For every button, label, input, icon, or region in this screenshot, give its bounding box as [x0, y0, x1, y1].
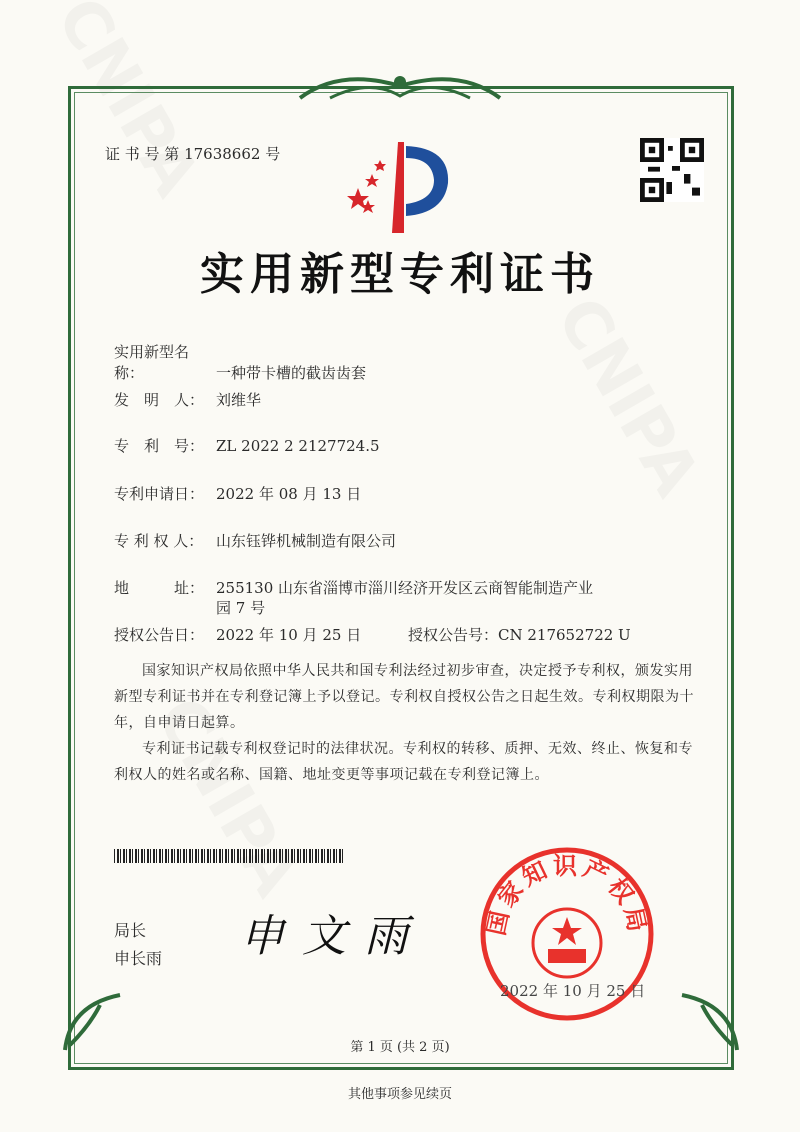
field-value: 2022 年 08 月 13 日	[216, 485, 362, 503]
field-label: 发 明 人：	[114, 391, 205, 409]
handwritten-signature: 申 文 雨	[240, 911, 410, 962]
field-label: 授权公告日：	[114, 626, 205, 644]
field-address-line2: 园 7 号	[216, 599, 266, 617]
qr-code	[640, 138, 704, 202]
field-label: 专 利 号：	[114, 437, 205, 455]
footer-note: 其他事项参见续页	[347, 1087, 452, 1102]
field-value: 2022 年 10 月 25 日	[216, 626, 362, 644]
field-inventor	[114, 389, 261, 410]
barcode	[114, 849, 344, 863]
field-label: 地 址：	[114, 579, 205, 597]
field-grant-date	[114, 624, 361, 645]
cnipa-logo	[340, 138, 460, 238]
field-value: CN 217652722 U	[498, 626, 631, 644]
field-patent-number	[114, 435, 380, 456]
top-ornament	[290, 68, 510, 108]
field-label: 专利申请日：	[114, 485, 205, 503]
seal-date: 2022 年 10 月 25 日	[500, 982, 646, 1000]
field-value: 刘维华	[216, 391, 262, 409]
field-utility-model-name	[114, 341, 366, 383]
signatory-role: 局长	[114, 921, 147, 940]
paragraph-grant: 国家知识产权局依照中华人民共和国专利法经过初步审查，决定授予专利权，颁发实用新型专利证书并在专利登记簿上予以登记。专利权自授权公告之日起生效。专利权期限为十年，自申请日起算。	[114, 663, 694, 731]
field-patentee	[114, 530, 396, 551]
svg-text:国家知识产权局: 国家知识产权局	[481, 851, 653, 938]
field-label: 实用新型名称：	[114, 343, 190, 382]
field-address	[114, 577, 593, 598]
paragraph-legal-status: 专利证书记载专利权登记时的法律状况。专利权的转移、质押、无效、终止、恢复和专利权人的姓名或名称、国籍、地址变更等事项记载在专利登记簿上。	[114, 741, 693, 783]
field-value: 一种带卡槽的截齿齿套	[216, 364, 367, 382]
field-label: 专 利 权 人：	[114, 532, 204, 550]
field-value: ZL 2022 2 2127724.5	[216, 437, 380, 455]
field-value: 255130 山东省淄博市淄川经济开发区云商智能制造产业	[216, 579, 594, 597]
field-value: 山东钰铧机械制造有限公司	[216, 532, 397, 550]
page-title: 实用新型专利证书	[200, 249, 600, 300]
field-application-date	[114, 483, 361, 504]
signatory-name: 申长雨	[114, 949, 163, 968]
field-label: 授权公告号：	[408, 626, 499, 644]
field-publication-number	[408, 624, 631, 645]
certificate-number: 证 书 号 第 17638662 号	[105, 145, 281, 163]
page-number: 第 1 页 (共 2 页)	[350, 1040, 450, 1055]
